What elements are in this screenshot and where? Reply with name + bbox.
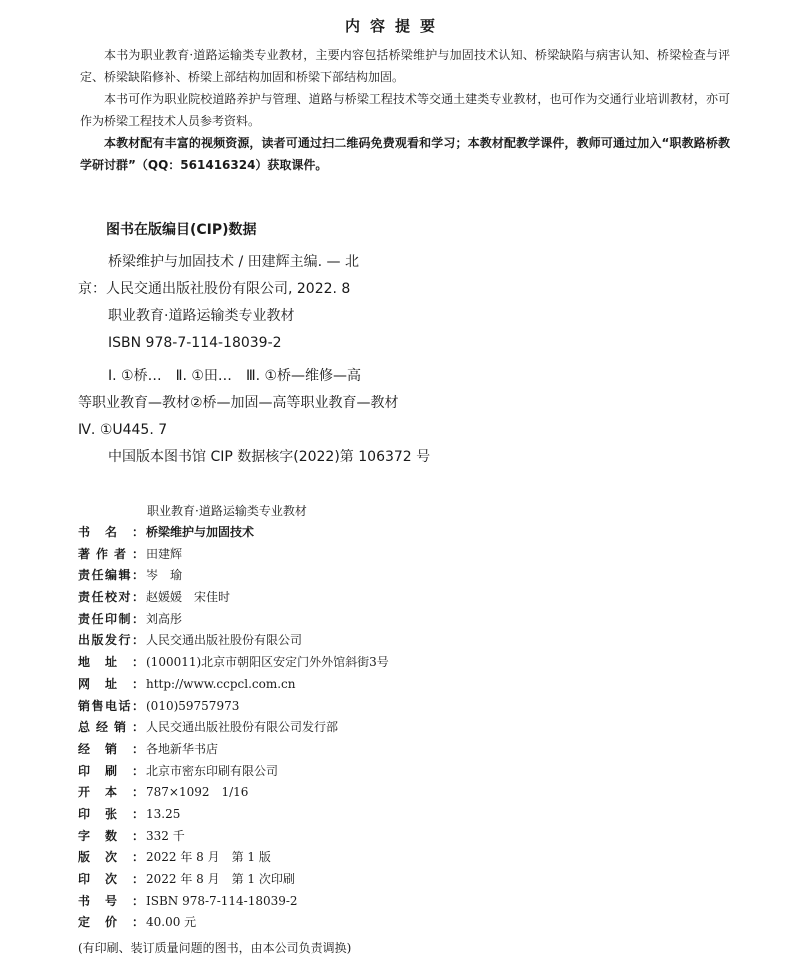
info-row-edition [78,847,678,869]
info-label: 版次： [78,850,144,865]
info-value: (010)59757973 [146,698,240,713]
cip-series-line: 职业教育·道路运输类专业教材 [108,308,295,324]
info-label: 销售电话： [78,698,144,713]
cip-classification-line [78,363,548,390]
cip-class-1: Ⅰ. ①桥… [108,368,162,384]
info-label: 印次： [78,872,144,886]
cip-class-3: Ⅲ. ①桥—维修—高 [245,368,362,384]
info-value: 各地新华书店 [146,741,219,756]
cip-record-number: 中国版本图书馆 CIP 数据核字(2022)第 106372 号 [108,449,431,465]
footnote: (有印刷、装订质量问题的图书，由本公司负责调换) [78,941,352,955]
info-value: 13.25 [146,806,181,821]
info-row-price [78,912,678,934]
info-row-distributor [78,717,678,739]
info-label: 定价： [78,915,144,930]
summary-section [80,44,730,176]
info-row-publisher [78,630,678,652]
cip-classification-continued: 等职业教育—教材②桥—加固—高等职业教育—教材 [78,395,399,411]
info-value: (100011)北京市朝阳区安定门外外馆斜街3号 [146,655,389,670]
info-label: 开本： [78,785,144,800]
info-row-website [78,674,678,696]
info-row-sales-phone [78,696,678,718]
info-value: 桥梁维护与加固技术 [146,525,255,539]
info-row-editor [78,565,678,587]
cip-data-block [78,249,548,471]
info-label: 书名： [78,525,144,539]
info-value: 2022 年 8 月 第 1 次印刷 [146,872,295,886]
info-row-printing [78,869,678,891]
info-label: 责任印制： [78,611,144,626]
info-row-print-manager [78,609,678,631]
info-row-proofreader [78,587,678,609]
info-value: ISBN 978-7-114-18039-2 [146,893,298,908]
info-value: 刘高彤 [146,611,183,626]
cip-classification-code: Ⅳ. ①U445. 7 [78,422,168,438]
cip-class-2: Ⅱ. ①田… [175,368,232,384]
info-value: http://www.ccpcl.com.cn [146,676,296,691]
info-value: 北京市密东印刷有限公司 [146,763,279,778]
info-value: 岑 瑜 [146,568,183,583]
info-label: 印刷： [78,763,144,778]
info-value: 332 千 [146,828,185,843]
info-row-address [78,652,678,674]
info-label: 地址： [78,655,144,670]
info-row-dealer [78,739,678,761]
info-value: 2022 年 8 月 第 1 版 [146,850,271,865]
summary-paragraph-resources: 本教材配有丰富的视频资源，读者可通过扫二维码免费观看和学习；本教材配教学课件，教师可通过加入“职教路桥教学研讨群”（QQ：561416324）获取课件。 [80,136,730,172]
info-row-isbn [78,891,678,913]
info-value: 赵媛媛 宋佳时 [146,590,231,605]
info-label: 责任校对： [78,590,144,605]
info-label: 责任编辑： [78,568,144,583]
info-label: 网址： [78,676,144,691]
cip-publisher-line: 京：人民交通出版社股份有限公司, 2022. 8 [78,281,351,297]
info-value: 人民交通出版社股份有限公司发行部 [146,720,339,735]
cip-title-line: 桥梁维护与加固技术 / 田建辉主编. — 北 [108,254,359,270]
info-label: 印张： [78,806,144,821]
info-row-sheets [78,804,678,826]
summary-paragraph-usage: 本书可作为职业院校道路养护与管理、道路与桥梁工程技术等交通土建类专业教材，也可作为交通行业培训教材，亦可作为桥梁工程技术人员参考资料。 [80,92,730,128]
info-value: 787×1092 1/16 [146,785,249,800]
info-label: 书号： [78,893,144,908]
info-value: 田建辉 [146,546,183,561]
info-label: 出版发行： [78,633,144,648]
info-row-author [78,544,678,566]
info-row-word-count [78,826,678,848]
info-value: 人民交通出版社股份有限公司 [146,633,303,648]
info-label: 经销： [78,741,144,756]
page-title: 内容提要 [344,17,445,35]
info-label: 总经销： [78,720,144,735]
info-row-format [78,782,678,804]
cip-isbn-line: ISBN 978-7-114-18039-2 [108,335,282,351]
cip-heading: 图书在版编目(CIP)数据 [106,222,257,238]
info-label: 字数： [78,828,144,843]
publication-info-table [78,522,678,934]
info-label: 著作者： [78,546,144,561]
summary-paragraph-content: 本书为职业教育·道路运输类专业教材，主要内容包括桥梁维护与加固技术认知、桥梁缺陷与病害认知、桥梁检查与评定、桥梁缺陷修补、桥梁上部结构加固和桥梁下部结构加固。 [80,48,730,84]
series-name: 职业教育·道路运输类专业教材 [147,504,307,518]
info-value: 40.00 元 [146,915,197,930]
info-row-printer [78,761,678,783]
info-row-title [78,522,678,544]
